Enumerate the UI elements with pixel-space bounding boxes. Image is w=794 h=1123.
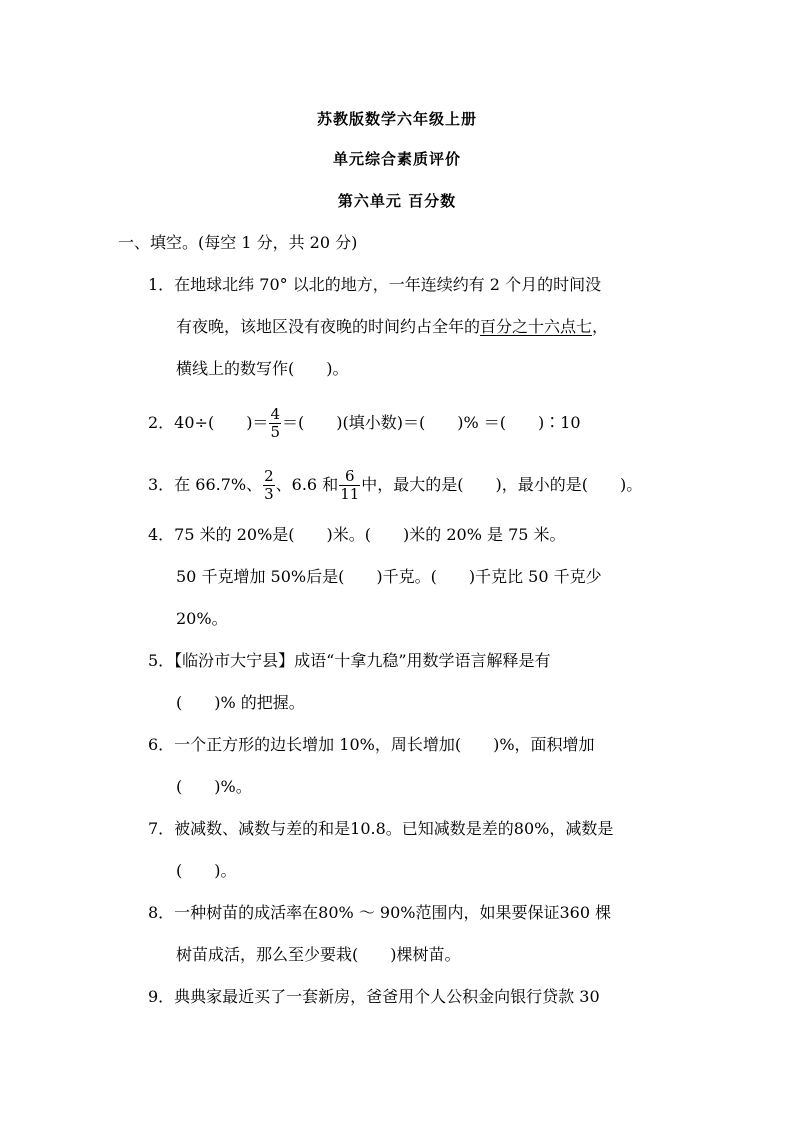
fraction-denominator: 3 <box>264 485 274 503</box>
question-6-line-2: ( )%。 <box>176 777 252 796</box>
question-8-line-2: 树苗成活，那么至少要栽( )棵树苗。 <box>176 945 461 964</box>
question-5-line-1: 5．【临汾市大宁县】成语“十拿九稳”用数学语言解释是有 <box>148 651 551 670</box>
question-3 <box>148 468 642 503</box>
question-8-line-1: 8．一种树苗的成活率在80% ～ 90%范围内，如果要保证360 棵 <box>148 903 612 922</box>
question-1-comma: ， <box>592 317 609 336</box>
question-1-line-3: 横线上的数写作( )。 <box>176 359 349 378</box>
question-2-part-a: 2．40÷( )＝ <box>148 413 269 432</box>
fraction-four-fifths <box>269 406 281 441</box>
question-4-line-3: 20%。 <box>176 609 228 628</box>
unit-title: 第六单元 百分数 <box>337 192 457 210</box>
question-5-line-2: ( )% 的把握。 <box>176 693 305 712</box>
fraction-numerator: 6 <box>339 468 360 486</box>
question-3-part-b: 、6.6 和 <box>275 475 339 494</box>
fraction-six-elevenths <box>339 468 360 503</box>
question-6-line-1: 6．一个正方形的边长增加 10%，周长增加( )%，面积增加 <box>148 735 595 754</box>
fraction-numerator: 4 <box>270 405 280 423</box>
question-1-line-1: 1．在地球北纬 70° 以北的地方，一年连续约有 2 个月的时间没 <box>148 275 602 294</box>
question-3-part-c: 中，最大的是( )，最小的是( )。 <box>361 475 643 494</box>
fraction-denominator: 5 <box>270 423 280 441</box>
question-2 <box>148 406 581 441</box>
document-subtitle: 单元综合素质评价 <box>332 150 461 168</box>
question-9-line-1: 9．典典家最近买了一套新房，爸爸用个人公积金向银行贷款 30 <box>148 987 600 1006</box>
underlined-number-words: 百分之十六点七 <box>480 317 593 336</box>
question-1-text: 有夜晚，该地区没有夜晚的时间约占全年的 <box>176 317 481 336</box>
question-1-line-2 <box>176 316 608 338</box>
fraction-denominator: 11 <box>340 485 360 503</box>
question-7-line-2: ( )。 <box>176 861 237 880</box>
section-heading: 一、填空。(每空 1 分，共 20 分) <box>118 233 358 252</box>
question-3-part-a: 3．在 66.7%、 <box>148 475 263 494</box>
question-7-line-1: 7．被减数、减数与差的和是10.8。已知减数是差的80%，减数是 <box>148 819 614 838</box>
question-4-line-1: 4．75 米的 20%是( )米。( )米的 20% 是 75 米。 <box>148 525 566 544</box>
question-4-line-2: 50 千克增加 50%后是( )千克。( )千克比 50 千克少 <box>176 567 602 586</box>
document-title: 苏教版数学六年级上册 <box>316 110 477 128</box>
fraction-numerator: 2 <box>264 467 274 485</box>
question-2-part-b: ＝( )(填小数)＝( )% ＝( )∶10 <box>281 413 581 432</box>
fraction-two-thirds <box>263 468 275 503</box>
